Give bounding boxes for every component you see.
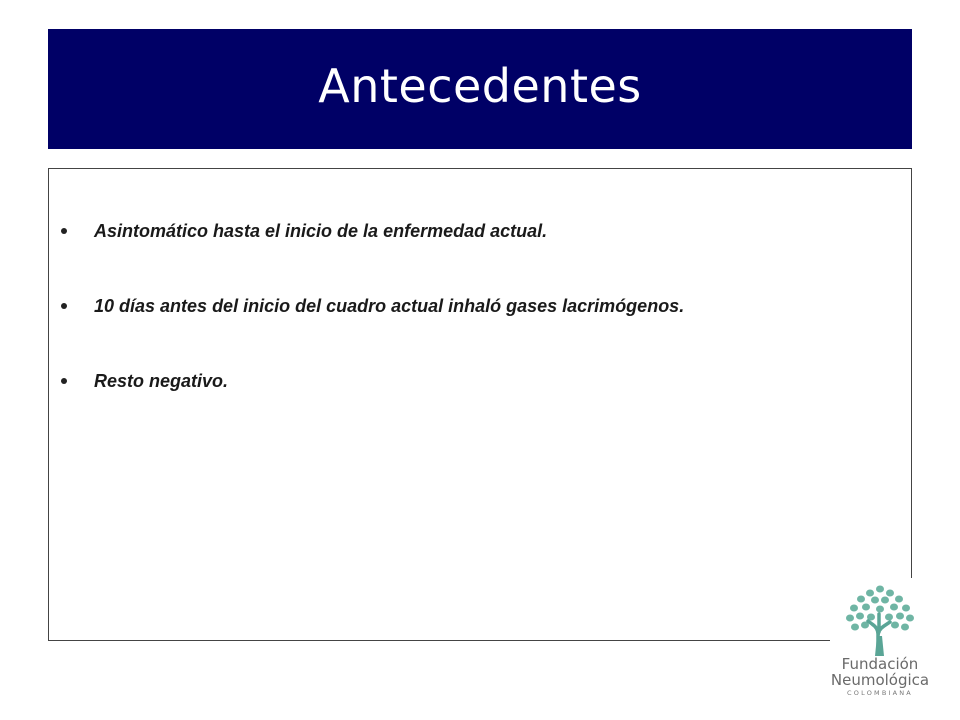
bullet-text: Resto negativo. <box>94 370 229 391</box>
bullet-icon <box>61 228 67 234</box>
bullet-item <box>49 291 899 321</box>
content-box <box>48 168 912 641</box>
bullet-icon <box>61 378 67 384</box>
bullet-text: Asintomático hasta el inicio de la enfermedad actual. <box>94 220 548 241</box>
logo-line-2: Neumológica <box>830 671 930 689</box>
bullet-icon <box>61 303 67 309</box>
tree-icon <box>842 584 918 656</box>
bullet-item <box>49 216 899 246</box>
logo-line-3: COLOMBIANA <box>847 689 913 697</box>
bullet-item <box>49 366 899 396</box>
logo-line-1: Fundación <box>841 655 919 673</box>
slide-title: Antecedentes <box>318 59 642 113</box>
bullet-text: 10 días antes del inicio del cuadro actual inhaló gases lacrimógenos. <box>94 295 685 316</box>
fundacion-logo <box>830 578 930 704</box>
title-bar <box>48 29 912 149</box>
